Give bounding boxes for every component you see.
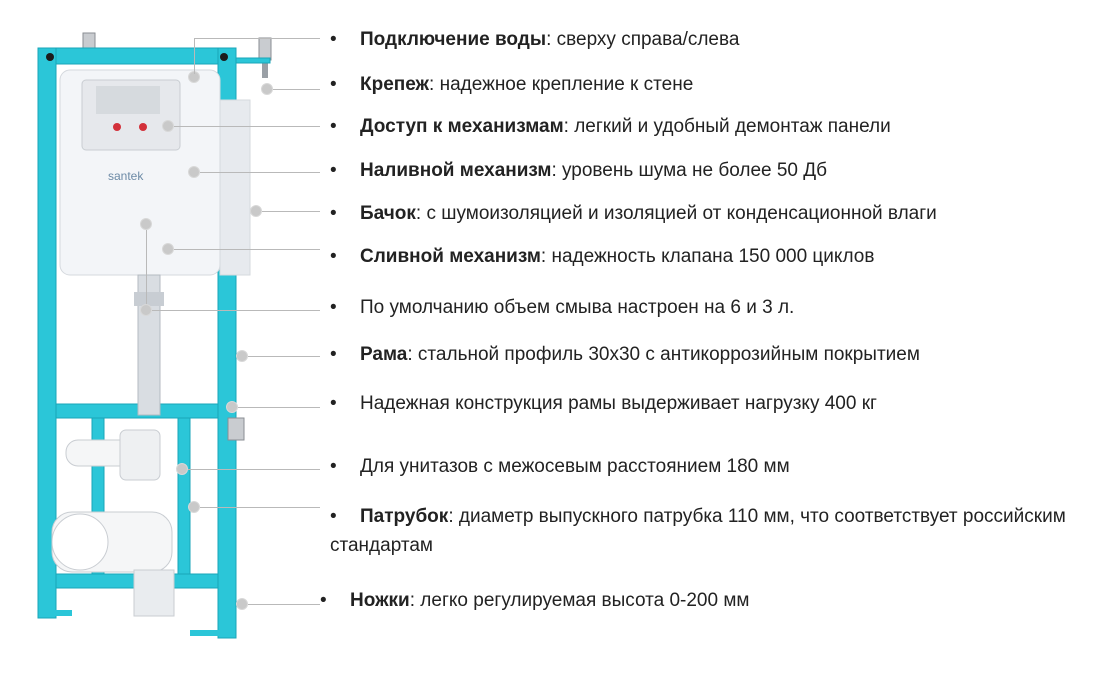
access-window	[96, 86, 160, 114]
callout-dot	[188, 501, 200, 513]
feature-water-connection	[330, 27, 739, 53]
callout-line	[248, 356, 320, 357]
drain-connector	[134, 570, 174, 616]
feature-title: Подключение воды	[360, 29, 547, 50]
feature-title: Ножки	[350, 590, 410, 611]
valve-red-left	[113, 123, 121, 131]
feature-title: Бачок	[360, 203, 416, 224]
brand-logo: santek	[108, 169, 144, 183]
feature-title: Крепеж	[360, 74, 430, 95]
feature-title: Наливной механизм	[360, 160, 552, 181]
feature-text: : уровень шума не более 50 Дб	[551, 160, 828, 181]
callout-line	[188, 469, 320, 470]
frame-mid-bar	[56, 404, 218, 418]
callout-dot	[176, 463, 188, 475]
feature-legs	[320, 588, 749, 614]
callout-line	[248, 604, 320, 605]
top-bracket-right	[259, 38, 271, 60]
callout-dot	[261, 83, 273, 95]
frame-top-bar	[38, 48, 236, 64]
callout-dot	[226, 401, 238, 413]
feature-title: Сливной механизм	[360, 246, 541, 267]
callout-dot	[162, 243, 174, 255]
side-bracket	[228, 418, 244, 440]
feature-text: : легко регулируемая высота 0-200 мм	[409, 590, 750, 611]
callout-line	[273, 89, 320, 90]
feature-flush-volume	[330, 295, 794, 321]
callout-dot	[140, 218, 152, 230]
drain-outlet	[52, 514, 108, 570]
callout-line	[174, 249, 320, 250]
callout-dot	[236, 350, 248, 362]
bullet: •	[330, 203, 337, 224]
feature-flush-valve	[330, 244, 874, 270]
callout-dot	[162, 120, 174, 132]
feature-title: Доступ к механизмам	[360, 116, 564, 137]
feature-frame	[330, 342, 920, 368]
feature-access	[330, 114, 891, 140]
bullet: •	[320, 590, 327, 611]
callout-line	[146, 230, 147, 310]
bullet: •	[330, 297, 337, 318]
feature-text: : сверху справа/слева	[546, 29, 740, 50]
callout-dot	[250, 205, 262, 217]
bullet: •	[330, 344, 337, 365]
callout-line	[262, 211, 320, 212]
callout-dot	[236, 598, 248, 610]
feature-mounting	[330, 72, 693, 98]
callout-line	[194, 38, 195, 74]
wall-anchor	[262, 62, 268, 78]
feature-text: : диаметр выпускного патрубка 110 мм, что соответствует российским стандартам	[330, 506, 1066, 556]
bullet: •	[330, 160, 337, 181]
feature-text: : стальной профиль 30х30 с антикоррозийным покрытием	[407, 344, 920, 365]
feature-title: Рама	[360, 344, 408, 365]
bullet: •	[330, 74, 337, 95]
feature-text: Для унитазов с межосевым расстоянием 180 мм	[360, 456, 790, 477]
feature-text: Надежная конструкция рамы выдерживает нагрузку 400 кг	[360, 393, 877, 414]
callout-line	[152, 310, 320, 311]
feature-text: : надежное крепление к стене	[429, 74, 694, 95]
feature-outlet-pipe	[330, 502, 1070, 560]
feature-fill-valve	[330, 158, 827, 184]
callout-line	[174, 126, 320, 127]
bullet: •	[330, 116, 337, 137]
frame-arm	[236, 58, 270, 63]
callout-line	[200, 172, 320, 173]
foot-right	[190, 630, 230, 636]
feature-text: : с шумоизоляцией и изоляцией от конденсационной влаги	[415, 203, 937, 224]
feature-toilet-spacing	[330, 454, 790, 480]
feature-text: : легкий и удобный демонтаж панели	[563, 116, 891, 137]
foot-left	[42, 610, 72, 616]
drain-elbow	[120, 430, 160, 480]
bullet: •	[330, 29, 337, 50]
bullet: •	[330, 246, 337, 267]
callout-dot	[188, 166, 200, 178]
callout-line	[238, 407, 320, 408]
bolt-top-right	[220, 53, 228, 61]
feature-tank	[330, 201, 937, 227]
feature-text: : надежность клапана 150 000 циклов	[540, 246, 875, 267]
bullet: •	[330, 456, 337, 477]
feature-load	[330, 391, 877, 417]
callout-dot	[140, 304, 152, 316]
feature-title: Патрубок	[360, 506, 449, 527]
installation-frame-illustration	[0, 0, 330, 681]
feature-text: По умолчанию объем смыва настроен на 6 и 3 л.	[360, 297, 795, 318]
bullet: •	[330, 506, 337, 527]
callout-line	[194, 38, 320, 39]
callout-line	[200, 507, 320, 508]
bolt-top-left	[46, 53, 54, 61]
valve-red-right	[139, 123, 147, 131]
bullet: •	[330, 393, 337, 414]
